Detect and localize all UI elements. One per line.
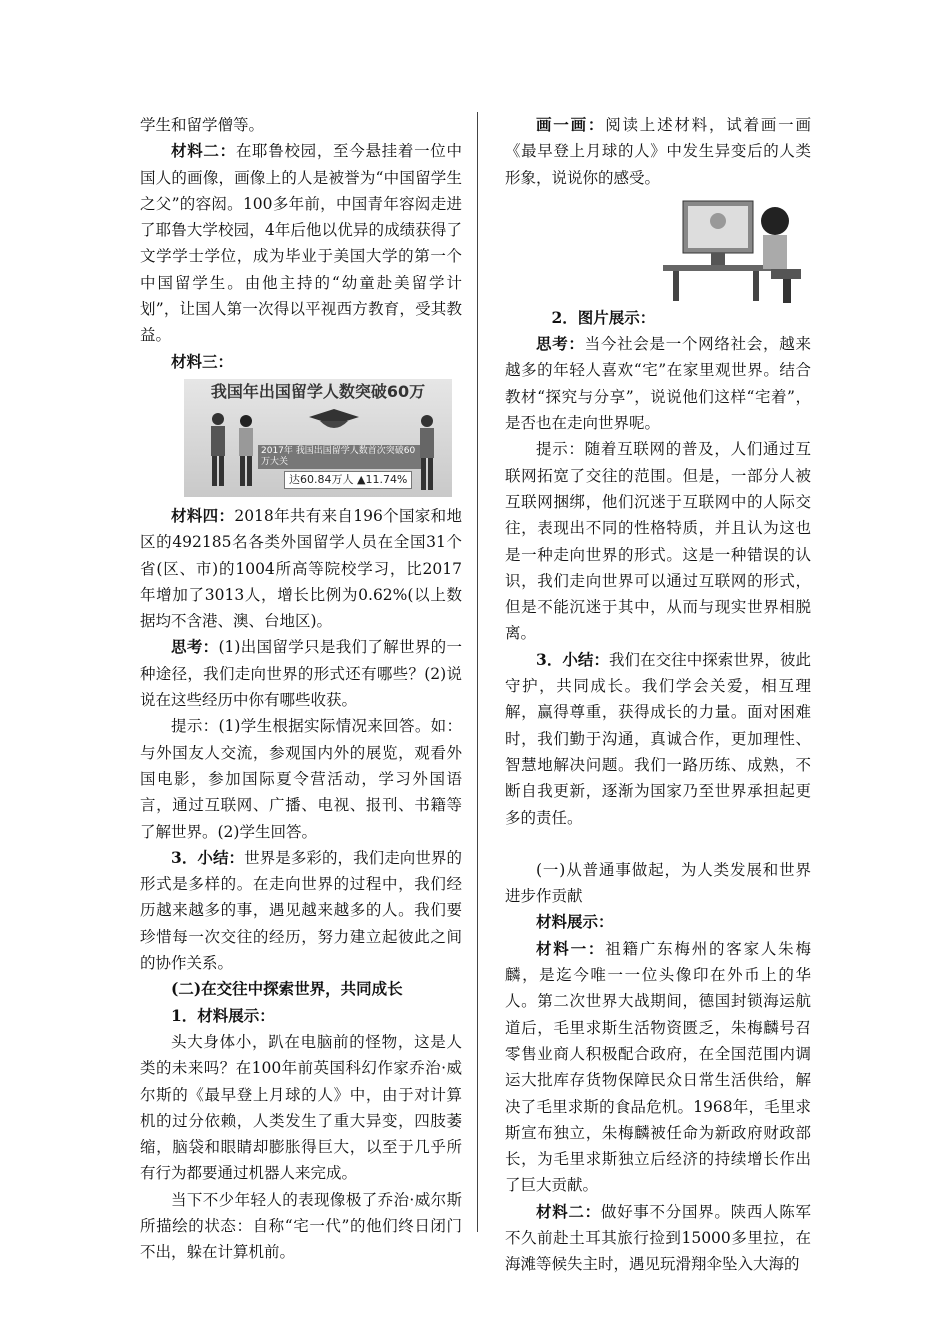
material-2-paragraph-right bbox=[505, 1199, 811, 1278]
material-1-text: 祖籍广东梅州的客家人朱梅麟，是迄今唯一一位头像印在外币上的华人。第二次世界大战期间，德国封锁海运航道后，毛里求斯生活物资匮乏，朱梅麟号召零售业商人积极配合政府，在全国范围内调运大批库存货物保障民众日常生活供给，解决了毛里求斯的食品危机。1968年，毛里求斯宣布独立，朱梅麟被任命为新政府财政部长，为毛里求斯独立后经济的持续增长作出了巨大贡献。 bbox=[505, 939, 811, 1195]
column-divider bbox=[477, 112, 478, 1232]
material-1-paragraph bbox=[505, 936, 811, 1199]
material-2-text-right: 做好事不分国界。陕西人陈军不久前赴土耳其旅行捡到15000多里拉，在海滩等候失主时，遇见玩滑翔伞坠入大海的 bbox=[505, 1202, 811, 1274]
material-show-text-1: 头大身体小，趴在电脑前的怪物，这是人类的未来吗？在100年前英国科幻作家乔治·威尔斯的《最早登上月球的人》中，由于对计算机的过分依赖，人类发生了重大异变，四肢萎缩，脑袋和眼睛却膨胀得巨大，以至于几乎所有行为都要通过机器人来完成。 bbox=[140, 1032, 462, 1183]
hint-paragraph: 提示：(1)学生根据实际情况来回答。如：与外国友人交流，参观国内外的展览，观看外国电影，参加国际夏令营活动，学习外国语言，通过互联网、广播、电视、报刊、书籍等了解世界。(2)学生回答。 bbox=[140, 717, 462, 841]
hint-paragraph-right: 提示：随着互联网的普及，人们通过互联网拓宽了交往的范围。但是，一部分人被互联网捆绑，他们沉迷于互联网中的人际交往，表现出不同的性格特质，并且认为这也是一种走向世界的形式。这是一种错误的认识，我们走向世界可以通过互联网的形式，但是不能沉迷于其中，从而与现实世界相脱离。 bbox=[505, 440, 811, 643]
continued-text: 学生和留学僧等。 bbox=[140, 116, 265, 134]
material-show-label: 1．材料展示： bbox=[171, 1005, 275, 1025]
think-paragraph bbox=[140, 634, 462, 713]
material-3-label: 材料三： bbox=[171, 351, 234, 371]
draw-label: 画一画： bbox=[536, 115, 606, 134]
material-2-paragraph bbox=[140, 138, 462, 348]
student-figure-icon bbox=[236, 413, 256, 489]
student-figure-icon bbox=[208, 411, 228, 489]
banner-subtitle: 2017年 我国出国留学人数首次突破60万大关 bbox=[258, 445, 422, 469]
summary-paragraph bbox=[140, 845, 462, 976]
material-4-text: 2018年共有来自196个国家和地区的492185名各类外国留学人员在全国31个省(区、市)的1004所高等院校学习，比2017年增加了3013人，增长比例为0.62%(以上数据均不含港、澳、台地区)。 bbox=[140, 506, 462, 631]
material-4-label: 材料四： bbox=[171, 505, 235, 525]
material-2-label: 材料二： bbox=[171, 141, 236, 161]
summary-text: 世界是多彩的，我们走向世界的形式是多样的。在走向世界的过程中，我们经历越来越多的事，遇见越来越多的人。我们要珍惜每一次交往的经历，努力建立起彼此之间的协作关系。 bbox=[140, 848, 462, 973]
think-label: 思考： bbox=[171, 637, 219, 657]
student-figure-icon bbox=[416, 413, 438, 493]
material-show-label-right: 材料展示： bbox=[536, 912, 614, 932]
summary-text-right: 我们在交往中探索世界，彼此守护，共同成长。我们学会关爱，相互理解，赢得尊重，获得成长的力量。面对困难时，我们勤于沟通，真诚合作，更加理性、智慧地解决问题。我们一路历练、成熟，不断自我更新，逐渐为国家乃至世界承担起更多的责任。 bbox=[505, 650, 811, 827]
banner-title: 我国年出国留学人数突破60万 bbox=[210, 381, 426, 401]
study-abroad-banner-image bbox=[184, 379, 452, 497]
summary-label: 3．小结： bbox=[171, 847, 245, 867]
summary-label-right: 3．小结： bbox=[536, 649, 609, 669]
draw-paragraph bbox=[505, 112, 811, 191]
material-4-paragraph bbox=[140, 503, 462, 634]
left-column bbox=[140, 112, 462, 1266]
graduation-cap-icon bbox=[304, 407, 364, 437]
right-column bbox=[505, 112, 811, 1278]
banner-statistic: 达60.84万人 ▲11.74% bbox=[284, 471, 412, 489]
material-1-label: 材料一： bbox=[536, 938, 606, 958]
think-text: (1)出国留学只是我们了解世界的一种途径，我们走向世界的形式还有哪些？(2)说说在这些经历中你有哪些收获。 bbox=[140, 638, 462, 710]
material-2-label-right: 材料二： bbox=[536, 1201, 601, 1221]
picture-caption: 2．图片展示： bbox=[551, 307, 656, 327]
summary-paragraph-right bbox=[505, 647, 811, 831]
think-label-right: 思考： bbox=[536, 334, 585, 354]
person-at-computer-illustration bbox=[653, 193, 813, 305]
material-show-text-2: 当下不少年轻人的表现像极了乔治·威尔斯所描绘的状态：自称“宅一代”的他们终日闭门不出，躲在计算机前。 bbox=[140, 1190, 462, 1262]
think-paragraph-right bbox=[505, 331, 811, 436]
draw-text: 阅读上述材料，试着画一画《最早登上月球的人》中发生异变后的人类形象，说说你的感受。 bbox=[505, 116, 811, 187]
section-2-title: (二)在交往中探索世界，共同成长 bbox=[171, 979, 403, 999]
section-1-title: (一)从普通事做起，为人类发展和世界进步作贡献 bbox=[505, 860, 811, 906]
think-text-right: 当今社会是一个网络社会，越来越多的年轻人喜欢“宅”在家里观世界。结合教材“探究与分享”，说说他们这样“宅着”，是否也在走向世界呢。 bbox=[505, 335, 811, 433]
material-2-text: 在耶鲁校园，至今悬挂着一位中国人的画像，画像上的人是被誉为“中国留学生之父”的容闳。100多年前，中国青年容闳走进了耶鲁大学校园，4年后他以优异的成绩获得了文学学士学位，成为毕业于美国大学的第一个中国留学生。由他主持的“幼童赴美留学计划”，让国人第一次得以平视西方教育，受其教益。 bbox=[140, 142, 462, 345]
computer-user-picture bbox=[653, 193, 813, 305]
